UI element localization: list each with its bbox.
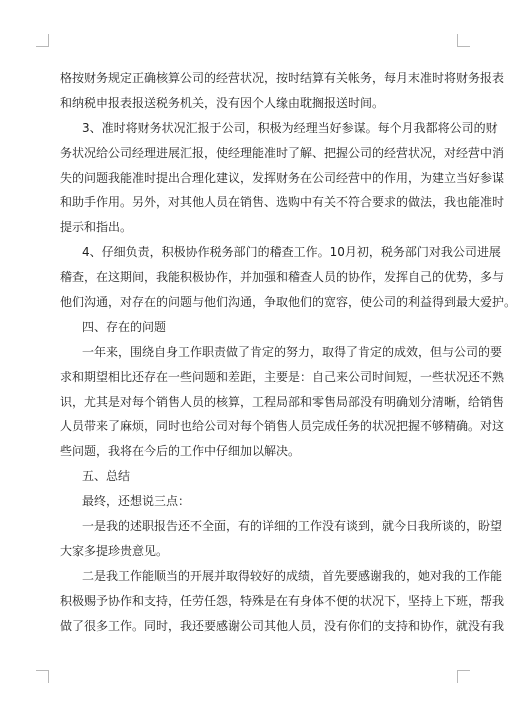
text-line: 积极赐予协作和支持，任劳任怨，特殊是在有身体不便的状况下，坚持上下班，帮我 bbox=[60, 593, 505, 608]
paragraph-start-line: 一是我的述职报告还不全面，有的详细的工作没有谈到，就今日我所谈的，盼望 bbox=[82, 519, 503, 534]
text-line: 和纳税申报表报送税务机关，没有因个人缘由耽搁报送时间。 bbox=[60, 95, 385, 110]
paragraph-start-line: 4、仔细负责，积极协作税务部门的稽查工作。10月初，税务部门对我公司进展 bbox=[82, 245, 501, 260]
crop-mark-top-left bbox=[36, 34, 49, 47]
crop-mark-bottom-left bbox=[36, 670, 49, 683]
text-line: 大家多提珍贵意见。 bbox=[60, 543, 169, 558]
text-line: 失的问题我能准时提出合理化建议，发挥财务在公司经营中的作用，为建立当好参谋 bbox=[60, 170, 505, 185]
paragraph-start-line: 二是我工作能顺当的开展并取得较好的成绩，首先要感谢我的，她对我的工作能 bbox=[82, 568, 503, 583]
paragraph-start-line: 3、准时将财务状况汇报于公司，积极为经理当好参谋。每个月我都将公司的财 bbox=[82, 120, 498, 135]
text-line: 提示和指出。 bbox=[60, 220, 133, 235]
paragraph-start-line: 最终，还想说三点： bbox=[82, 494, 191, 509]
text-line: 他们沟通，对存在的问题与他们沟通，争取他们的宽容，使公司的利益得到最大爱护。 bbox=[60, 295, 516, 310]
text-line: 做了很多工作。同时，我还要感谢公司其他人员，没有你们的支持和协作，就没有我 bbox=[60, 618, 505, 633]
text-line: 格按财务规定正确核算公司的经营状况，按时结算有关帐务，每月末准时将财务报表 bbox=[60, 71, 505, 85]
crop-mark-bottom-right bbox=[457, 670, 470, 683]
text-line: 稽查，在这期间，我能积极协作，并加强和稽查人员的协作，发挥自己的优势，多与 bbox=[60, 270, 505, 285]
document-body bbox=[60, 66, 516, 638]
text-line: 识，尤其是对每个销售人员的核算，工程局部和零售局部没有明确划分清晰，给销售 bbox=[60, 394, 505, 409]
section-heading: 四、存在的问题 bbox=[82, 319, 167, 334]
crop-mark-top-right bbox=[457, 34, 470, 47]
text-line: 务状况给公司经理进展汇报，使经理能准时了解、把握公司的经营状况，对经营中消 bbox=[60, 145, 505, 160]
text-line: 些问题，我将在今后的工作中仔细加以解决。 bbox=[60, 444, 301, 459]
text-line: 求和期望相比还存在一些问题和差距，主要是：自己来公司时间短，一些状况还不熟 bbox=[60, 369, 505, 384]
text-line: 和助手作用。另外，对其他人员在销售、选购中有关不符合要求的做法，我也能准时 bbox=[60, 195, 505, 210]
paragraph-start-line: 一年来，围绕自身工作职责做了肯定的努力，取得了肯定的成效，但与公司的要 bbox=[82, 344, 503, 359]
section-heading: 五、总结 bbox=[82, 469, 131, 484]
text-line: 人员带来了麻烦，同时也给公司对每个销售人员完成任务的状况把握不够精确。对这 bbox=[60, 419, 505, 434]
